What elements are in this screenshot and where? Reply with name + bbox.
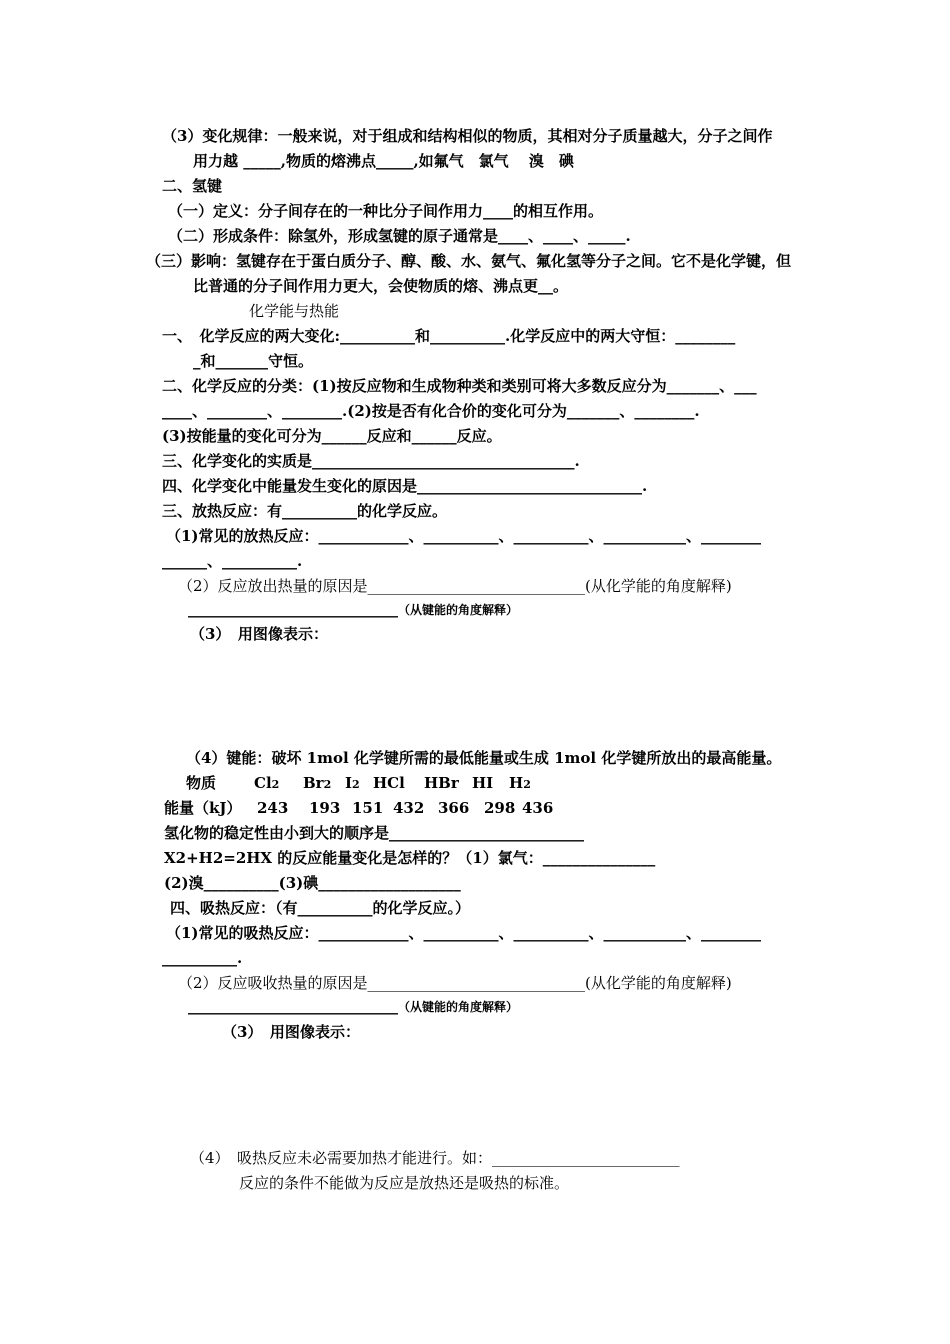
classification-line-3: (3)按能量的变化可分为______反应和______反应。 [162, 427, 502, 445]
endothermic-graph-label: （3） 用图像表示： [222, 1023, 360, 1041]
bond-energy-definition: （4）键能：破坏 1mol 化学键所需的最低能量或生成 1mol 化学键所放出的最高能量。 [186, 749, 782, 767]
exothermic-examples-line-2: ______、__________. [162, 552, 303, 570]
exothermic-reason-line [178, 576, 732, 596]
exothermic-reason-text: （2）反应放出热量的原因是_____________________________(从化学能的角度解释) [178, 577, 732, 595]
exothermic-heading: 三、放热反应：有__________的化学反应。 [162, 502, 448, 520]
endothermic-examples-line-2: __________. [162, 949, 243, 967]
two-changes-line-2: _和_______守恒。 [193, 352, 314, 370]
substance-hbr: HBr [424, 774, 459, 792]
section-hydrogen-bond: 二、氢键 [162, 177, 223, 195]
hbond-effect-line-1: （三）影响：氢键存在于蛋白质分子、醇、酸、水、氨气、氟化氢等分子之间。它不是化学键，但 [146, 252, 792, 270]
substance-cl2: Cl2 [254, 774, 280, 792]
section-title-chemical-energy: 化学能与热能 [249, 302, 340, 320]
endothermic-note-line-1: （4） 吸热反应未必需要加热才能进行。如：_________________________ [190, 1149, 680, 1167]
energy-value-hbr: 366 [438, 799, 470, 817]
endothermic-note-line-2: 反应的条件不能做为反应是放热还是吸热的标准。 [239, 1174, 570, 1192]
substance-hi: HI [472, 774, 494, 792]
endothermic-heading: 四、吸热反应：（有__________的化学反应。） [170, 899, 471, 917]
energy-value-h2: 436 [522, 799, 554, 817]
energy-value-hcl: 432 [393, 799, 425, 817]
rule-line-1: （3）变化规律：一般来说，对于组成和结构相似的物质，其相对分子质量越大，分子之间作 [162, 127, 773, 145]
table-header-label: 物质 [186, 774, 217, 792]
table-energy-label: 能量（kJ） [164, 799, 242, 817]
exothermic-bond-line [188, 599, 518, 620]
energy-value-hi: 298 [484, 799, 516, 817]
hbond-effect-line-2: 比普通的分子间作用力更大，会使物质的熔、沸点更__。 [193, 277, 569, 295]
energy-reason-line: 四、化学变化中能量发生变化的原因是______________________________. [162, 477, 648, 495]
essence-line: 三、化学变化的实质是___________________________________. [162, 452, 580, 470]
energy-value-br2: 193 [309, 799, 341, 817]
classification-line-1: 二、化学反应的分类：(1)按反应物和生成物种类和类别可将大多数反应分为_______、___ [162, 377, 757, 395]
energy-value-i2: 151 [352, 799, 384, 817]
endothermic-bond-note: （从键能的角度解释） [398, 1000, 519, 1014]
endothermic-examples-line-1: （1)常见的吸热反应：____________、__________、__________、___________、________ [166, 924, 762, 942]
substance-h2: H2 [509, 774, 531, 792]
two-changes-line-1: 一、 化学反应的两大变化:__________和__________.化学反应中的两大守恒：________ [162, 327, 736, 345]
exothermic-graph-label: （3） 用图像表示： [190, 625, 328, 643]
substance-i2: I2 [345, 774, 360, 792]
halogen-reaction-line-2: (2)溴__________(3)碘___________________ [164, 874, 461, 892]
exothermic-bond-note: （从键能的角度解释） [398, 603, 519, 617]
halogen-reaction-line-1: X2+H2=2HX 的反应能量变化是怎样的？（1）氯气：_______________ [164, 849, 656, 867]
endothermic-reason-line [178, 973, 732, 993]
endothermic-bond-line [188, 996, 518, 1017]
substance-hcl: HCl [373, 774, 405, 792]
exothermic-bond-blank: ____________________________ [188, 600, 398, 618]
hbond-condition: （二）形成条件：除氢外，形成氢键的原子通常是____、____、_____. [168, 227, 631, 245]
classification-line-2: ____、________、________.(2)按是否有化合价的变化可分为_______、________. [162, 402, 700, 420]
rule-line-2: 用力越 _____,物质的熔沸点_____,如氟气 氯气 溴 碘 [193, 152, 574, 170]
energy-value-cl2: 243 [257, 799, 289, 817]
hbond-definition: （一）定义：分子间存在的一种比分子间作用力____的相互作用。 [168, 202, 604, 220]
substance-br2: Br2 [303, 774, 332, 792]
exothermic-examples-line-1: （1)常见的放热反应：____________、__________、__________、___________、________ [166, 527, 762, 545]
endothermic-reason-text: （2）反应吸收热量的原因是_____________________________(从化学能的角度解释) [178, 974, 732, 992]
stability-order-line: 氢化物的稳定性由小到大的顺序是__________________________ [164, 824, 585, 842]
endothermic-bond-blank: ____________________________ [188, 997, 398, 1015]
